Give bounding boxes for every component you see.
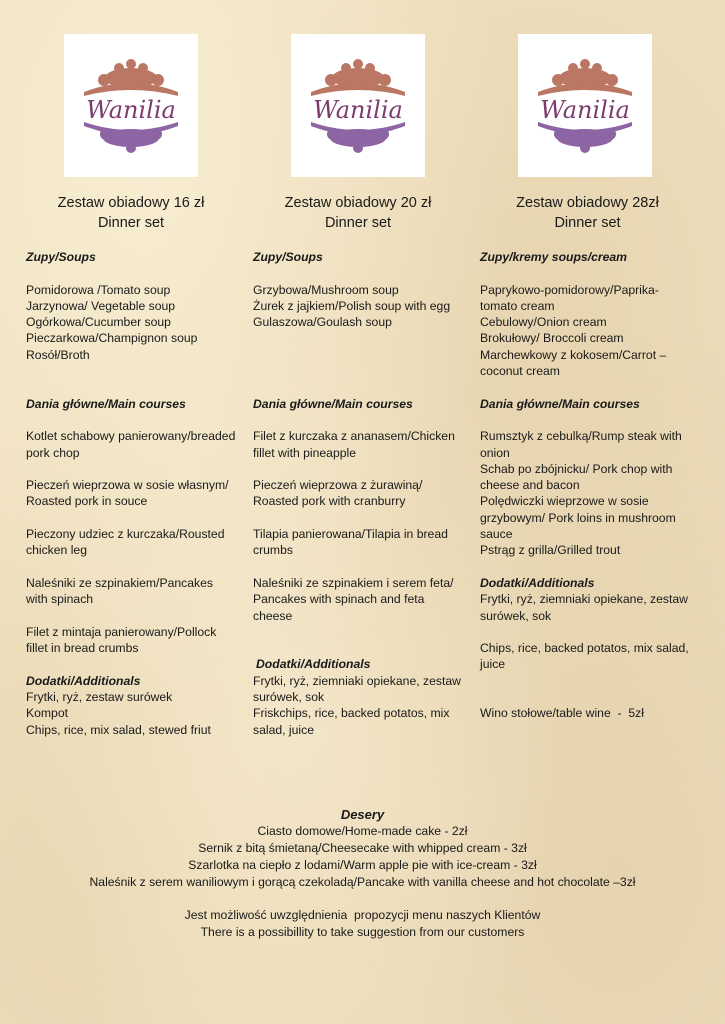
additions-heading: Dodatki/Additionals (480, 575, 595, 590)
soups-heading: Zupy/Soups (253, 250, 323, 264)
addition-item: Frytki, ryż, ziemniaki opiekane, zestaw surówek, sok (480, 592, 688, 623)
menu-column-16 (26, 193, 236, 738)
note-polish: Jest możliwość uwzględnienia propozycji menu naszych Klientów (184, 908, 541, 922)
logo-center (291, 34, 425, 177)
soup-item: Ogórkowa/Cucumber soup (26, 315, 171, 330)
addition-item: Kompot (26, 706, 69, 721)
mains-heading: Dania główne/Main courses (253, 396, 413, 411)
logo-wordmark: Wanilia (86, 96, 176, 124)
main-item: Rumsztyk z cebulką/Rump steak with onion (480, 429, 682, 460)
logo-wordmark: Wanilia (540, 96, 630, 124)
main-item: Filet z mintaja panierowany/Pollock fillet in bread crumbs (26, 624, 217, 656)
main-item: Filet z kurczaka z ananasem/Chicken fillet with pineapple (253, 429, 455, 460)
addition-item: Frytki, ryż, zestaw surówek (26, 690, 173, 705)
soup-item: Żurek z jajkiem/Polish soup with egg (253, 298, 451, 313)
logo-left (64, 34, 198, 177)
mains-heading: Dania główne/Main courses (26, 396, 186, 411)
desserts-heading: Desery (340, 807, 385, 822)
soup-item: Pomidorowa /Tomato soup (26, 282, 171, 297)
soup-item: Jarzynowa/ Vegetable soup (26, 298, 176, 313)
soup-item: Cebulowy/Onion cream (480, 315, 607, 330)
set-title (26, 193, 236, 233)
soup-item: Brokułowy/ Broccoli cream (480, 331, 624, 346)
wanilia-logo-image (64, 34, 198, 177)
wanilia-logo-image (518, 34, 652, 177)
main-item: Naleśniki ze szpinakiem i serem feta/ Pancakes with spinach and feta cheese (253, 575, 454, 623)
note-english: There is a possibillity to take suggestion from our customers (200, 925, 525, 939)
additions-heading: Dodatki/Additionals (26, 673, 141, 688)
set-price-title: Zestaw obiadowy 28zł (516, 195, 659, 211)
main-item: Naleśniki ze szpinakiem/Pancakes with spinach (26, 575, 213, 607)
soups-heading: Zupy/Soups (26, 250, 96, 264)
set-price-title: Zestaw obiadowy 20 zł (284, 195, 432, 211)
main-item: Polędwiczki wieprzowe w sosie grzybowym/ Pork loins in mushroom sauce (480, 494, 676, 542)
soup-item: Paprykowo-pomidorowy/Paprika-tomato cream (480, 282, 659, 313)
dessert-item: Szarlotka na ciepło z lodami/Warm apple pie with ice-cream - 3zł (188, 858, 537, 872)
set-subtitle: Dinner set (324, 215, 392, 231)
set-subtitle: Dinner set (554, 215, 621, 231)
addition-item: Friskchips, rice, backed potatos, mix salad, juice (253, 706, 450, 737)
main-item: Pieczeń wieprzowa w sosie własnym/ Roasted pork in souce (26, 478, 229, 509)
wine-item: Wino stołowe/table wine - 5zł (480, 706, 644, 721)
menu-column-20 (253, 193, 463, 738)
dessert-item: Ciasto domowe/Home-made cake - 2zł (257, 824, 468, 838)
set-subtitle: Dinner set (97, 215, 165, 231)
main-item: Pstrąg z grilla/Grilled trout (480, 543, 621, 558)
soup-item: Pieczarkowa/Champignon soup (26, 331, 198, 346)
soup-item: Grzybowa/Mushroom soup (253, 282, 399, 297)
main-item: Schab po zbójnicku/ Pork chop with cheese and bacon (480, 461, 673, 493)
mains-heading: Dania główne/Main courses (480, 396, 640, 411)
main-item: Pieczeń wieprzowa z żurawiną/ Roasted pork with cranburry (253, 478, 423, 509)
main-item: Kotlet schabowy panierowany/breaded pork chop (26, 429, 236, 460)
set-price-title: Zestaw obiadowy 16 zł (57, 195, 205, 211)
logo-wordmark: Wanilia (313, 96, 403, 124)
dessert-item: Sernik z bitą śmietaną/Cheesecake with whipped cream - 3zł (198, 841, 527, 855)
menu-column-28 (480, 193, 695, 722)
main-item: Tilapia panierowana/Tilapia in bread crumbs (253, 527, 448, 558)
set-title (253, 193, 463, 233)
addition-item: Frytki, ryż, ziemniaki opiekane, zestaw surówek, sok (253, 673, 461, 705)
addition-item: Chips, rice, backed potatos, mix salad, juice (480, 641, 689, 672)
main-item: Pieczony udziec z kurczaka/Rousted chicken leg (26, 527, 225, 558)
dessert-item: Naleśnik z serem waniliowym i gorącą czekoladą/Pancake with vanilla cheese and hot chocolate –3zł (89, 875, 636, 889)
soups-heading: Zupy/kremy soups/cream (480, 250, 627, 264)
additions-heading: Dodatki/Additionals (256, 657, 371, 672)
addition-item: Chips, rice, mix salad, stewed friut (26, 722, 211, 737)
soup-item: Marchewkowy z kokosem/Carrot – coconut cream (480, 347, 667, 379)
soup-item: Gulaszowa/Goulash soup (253, 315, 392, 330)
desserts-section (0, 806, 725, 941)
set-title (480, 193, 695, 233)
logo-right (518, 34, 652, 177)
wanilia-logo-image (291, 34, 425, 177)
soup-item: Rosół/Broth (26, 347, 90, 362)
